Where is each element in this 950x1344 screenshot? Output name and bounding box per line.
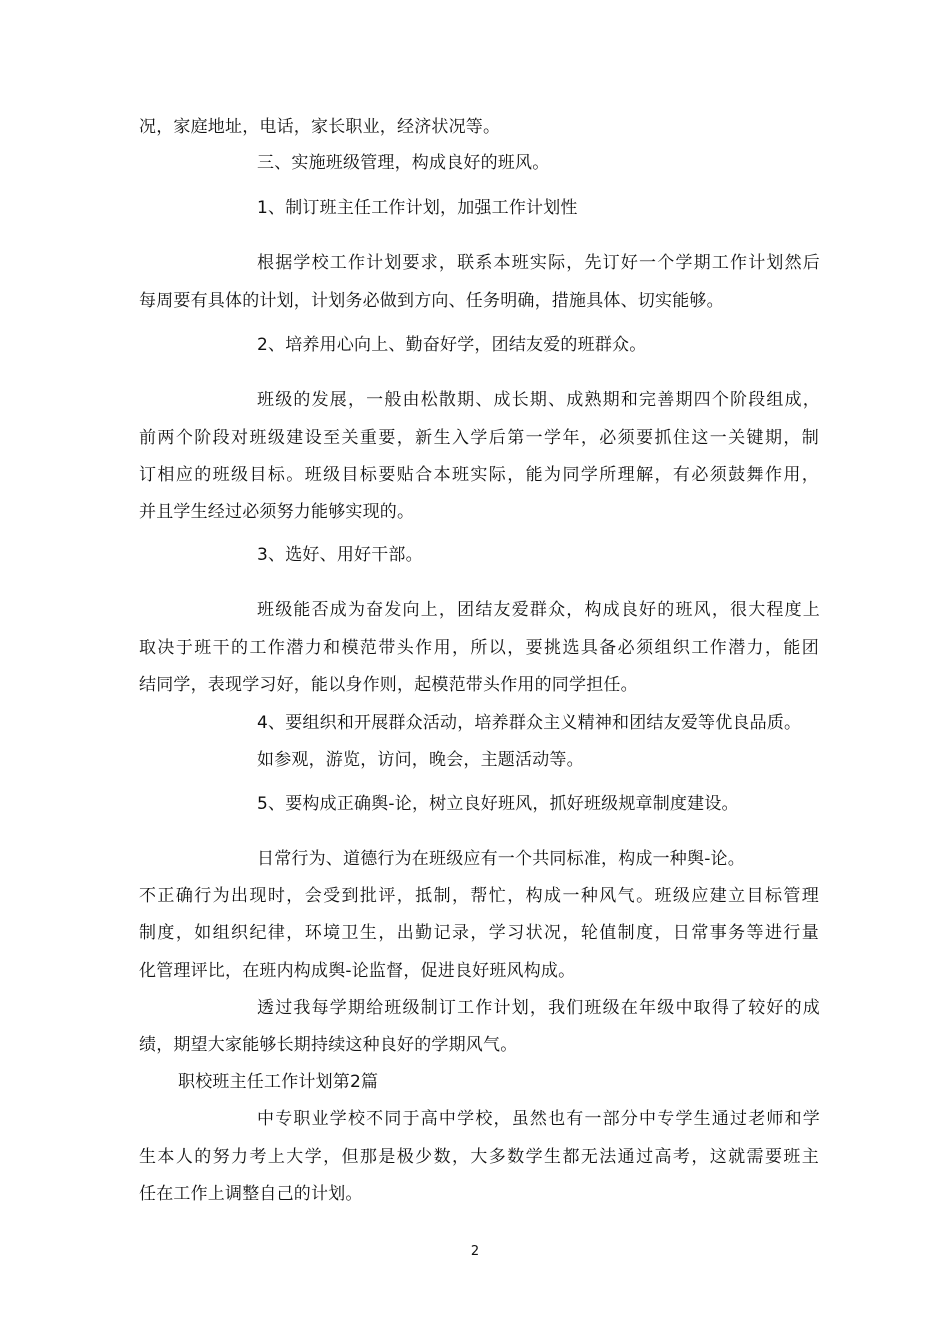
subsection-heading: 1、制订班主任工作计划，加强工作计划性 [257,198,578,218]
paragraph-line: 班级能否成为奋发向上，团结友爱群众，构成良好的班风，很大程度上 [257,600,820,620]
paragraph-line: 不正确行为出现时，会受到批评，抵制，帮忙，构成一种风气。班级应建立目标管理 [139,886,819,906]
paragraph-line: 每周要有具体的计划，计划务必做到方向、任务明确，措施具体、切实能够。 [139,291,724,311]
paragraph-line: 任在工作上调整自己的计划。 [139,1184,363,1204]
subsection-heading: 5、要构成正确舆-论，树立良好班风，抓好班级规章制度建设。 [257,794,739,814]
paragraph-line: 绩，期望大家能够长期持续这种良好的学期风气。 [139,1035,518,1055]
paragraph-line: 况，家庭地址，电话，家长职业，经济状况等。 [139,117,501,137]
page-number: 2 [470,1244,480,1259]
paragraph-line: 中专职业学校不同于高中学校，虽然也有一部分中专学生通过老师和学 [257,1109,820,1129]
paragraph-line: 订相应的班级目标。班级目标要贴合本班实际，能为同学所理解，有必须鼓舞作用， [139,465,819,485]
subsection-heading: 2、培养用心向上、勤奋好学，团结友爱的班群众。 [257,335,647,355]
paragraph-line: 并且学生经过必须努力能够实现的。 [139,502,415,522]
paragraph-line: 取决于班干的工作潜力和模范带头作用，所以，要挑选具备必须组织工作潜力，能团 [139,638,819,658]
paragraph-line: 结同学，表现学习好，能以身作则，起模范带头作用的同学担任。 [139,675,638,695]
paragraph-line: 前两个阶段对班级建设至关重要，新生入学后第一学年，必须要抓住这一关键期，制 [139,428,819,448]
subsection-heading: 3、选好、用好干部。 [257,545,423,565]
paragraph-line: 透过我每学期给班级制订工作计划，我们班级在年级中取得了较好的成 [257,998,820,1018]
paragraph-line: 如参观，游览，访问，晚会，主题活动等。 [257,750,584,770]
paragraph-line: 日常行为、道德行为在班级应有一个共同标准，构成一种舆-论。 [257,849,745,869]
paragraph-line: 化管理评比，在班内构成舆-论监督，促进良好班风构成。 [139,961,576,981]
subsection-heading: 4、要组织和开展群众活动，培养群众主义精神和团结友爱等优良品质。 [257,713,802,733]
paragraph-line: 根据学校工作计划要求，联系本班实际，先订好一个学期工作计划然后 [257,253,820,273]
paragraph-line: 班级的发展，一般由松散期、成长期、成熟期和完善期四个阶段组成， [257,390,820,410]
paragraph-line: 生本人的努力考上大学，但那是极少数，大多数学生都无法通过高考，这就需要班主 [139,1147,819,1167]
article-title: 职校班主任工作计划第2篇 [178,1072,379,1092]
paragraph-line: 制度，如组织纪律，环境卫生，出勤记录，学习状况，轮值制度，日常事务等进行量 [139,923,819,943]
section-heading: 三、实施班级管理，构成良好的班风。 [257,153,550,173]
